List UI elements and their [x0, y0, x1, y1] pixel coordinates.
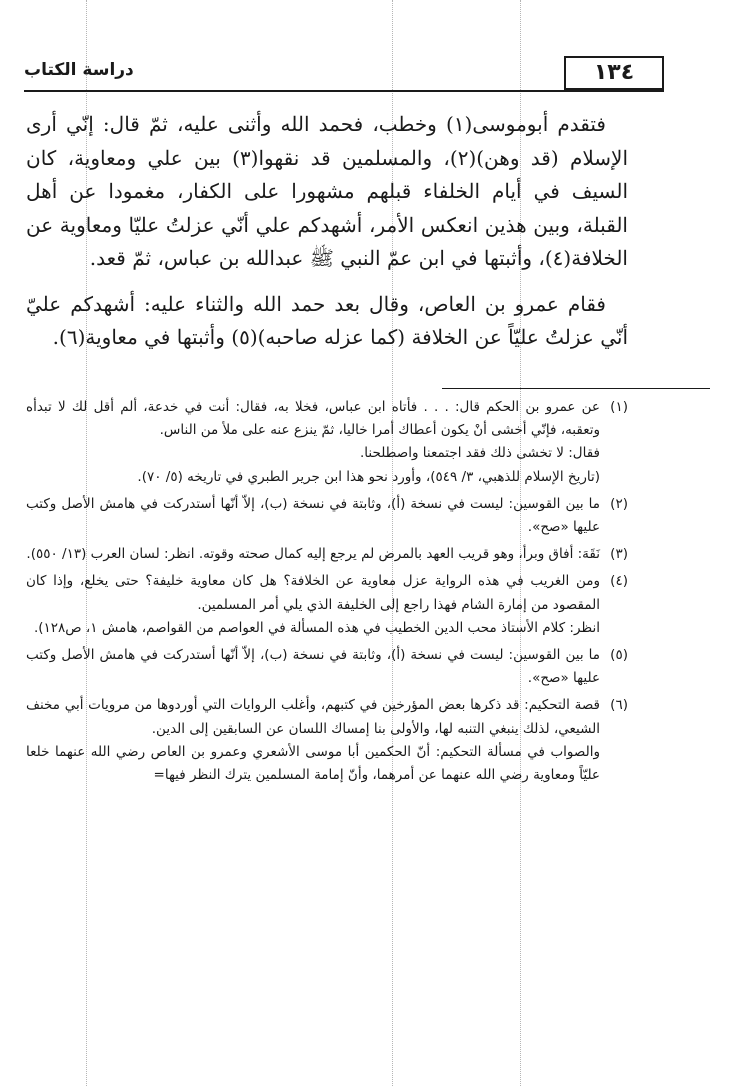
running-title: دراسة الكتاب: [24, 60, 134, 80]
page-header: [24, 52, 664, 92]
footnote-text: ومن الغريب في هذه الرواية عزل معاوية عن الخلافة؟ هل كان معاوية خليفة؟ حتى يخلع، وإذا كان المقصود من إمارة الشام فهذا راجع إلى الخليفة الذي يلي أمر المسلمين.: [26, 573, 600, 613]
footnote-3: [26, 543, 628, 566]
footnote-text: فقال: لا تخشى ذلك فقد اجتمعنا واصطلحنا.: [360, 445, 600, 462]
footnote-number: (٦): [610, 697, 628, 714]
header-rule: [24, 90, 664, 92]
footnote-separator: [442, 388, 710, 389]
footnote-5: [26, 644, 628, 690]
main-text: [26, 108, 628, 367]
footnote-number: (٣): [610, 546, 628, 563]
footnote-number: (٤): [610, 573, 628, 590]
footnote-text: انظر: كلام الأستاذ محب الدين الخطيب في هذه المسألة في العواصم من القواصم، هامش ١، ص١٢٨).: [33, 619, 600, 636]
footnote-text: قصة التحكيم: قد ذكرها بعض المؤرخين في كتبهم، وأغلب الروايات التي أوردوها من مرويات أبي مخنف الشيعي، لذلك ينبغي التنبه لها، والأولى بنا إمساك اللسان عن السابقين إلى الدين.: [26, 697, 600, 737]
footnote-number: (٢): [610, 495, 628, 512]
footnote-4: [26, 570, 628, 640]
footnote-number: (١): [610, 399, 628, 415]
footnote-6: [26, 694, 628, 787]
page-number: ١٣٤: [564, 56, 664, 90]
footnote-2: [26, 493, 628, 539]
footnote-text: والصواب في مسألة التحكيم: أنّ الحكمين أبا موسى الأشعري وعمرو بن العاص رضي الله عنهما خلعا عليّاً ومعاوية رضي الله عنهما عن أمرهما، وأنّ إمامة المسلمين يترك النظر فيها=: [26, 743, 600, 784]
footnote-text: ما بين القوسين: ليست في نسخة (أ)، وثابتة في نسخة (ب)، إلاّ أنّها أستدركت في هامش الأصل وكتب عليها «صح».: [26, 647, 600, 687]
footnote-text: ما بين القوسين: ليست في نسخة (أ)، وثابتة في نسخة (ب)، إلاّ أنّها أستدركت في هامش الأصل وكتب عليها «صح».: [26, 495, 600, 536]
footnote-number: (٥): [610, 647, 628, 664]
footnote-text: عن عمرو بن الحكم قال: . . . فأتاه ابن عباس، فخلا به، فقال: أنت في خدعة، ألم أقل لك لا تبدأه وتعقبه، فإنّي أخشى أنْ يكون أعطاك أمرا خاليا، ثمّ ينزع عنه على ملأ من الناس.: [26, 399, 600, 439]
footnote-text: (تاريخ الإسلام للذهبي، ٣/ ٥٤٩)، وأورد نحو هذا ابن جرير الطبري في تاريخه (٥/ ٧٠).: [137, 468, 600, 485]
footnote-text: نَقَهَ: أفاق وبرأ، وهو قريب العهد بالمرض لم يرجع إليه كمال صحته وقوته. انظر: لسان العرب (١٣/ ٥٥٠).: [26, 546, 600, 563]
paragraph: فقام عمرو بن العاص، وقال بعد حمد الله والثناء عليه: أشهدكم عليّ أنّي عزلتُ عليّاً عن الخلافة (كما عزله صاحبه)(٥) وأثبتها في معاوية(٦).: [26, 291, 628, 349]
paragraph: فتقدم أبوموسى(١) وخطب، فحمد الله وأثنى عليه، ثمّ قال: إنّي أرى الإسلام (قد وهن)(٢)، والمسلمين قد نقهوا(٣) بين علي ومعاوية، كان السيف في أيام الخلفاء قبلهم مشهورا على الكفار، مغمودا عن أهل القبلة، وبين هذين انعكس الأمر، أشهدكم علي أنّي عزلتُ عليّا ومعاوية عن الخلافة(٤)، وأثبتها في ابن عمّ النبي ﷺ عبدالله بن عباس، ثمّ قعد.: [26, 112, 628, 270]
footnote-1: [26, 396, 628, 489]
footnotes: [26, 396, 628, 791]
